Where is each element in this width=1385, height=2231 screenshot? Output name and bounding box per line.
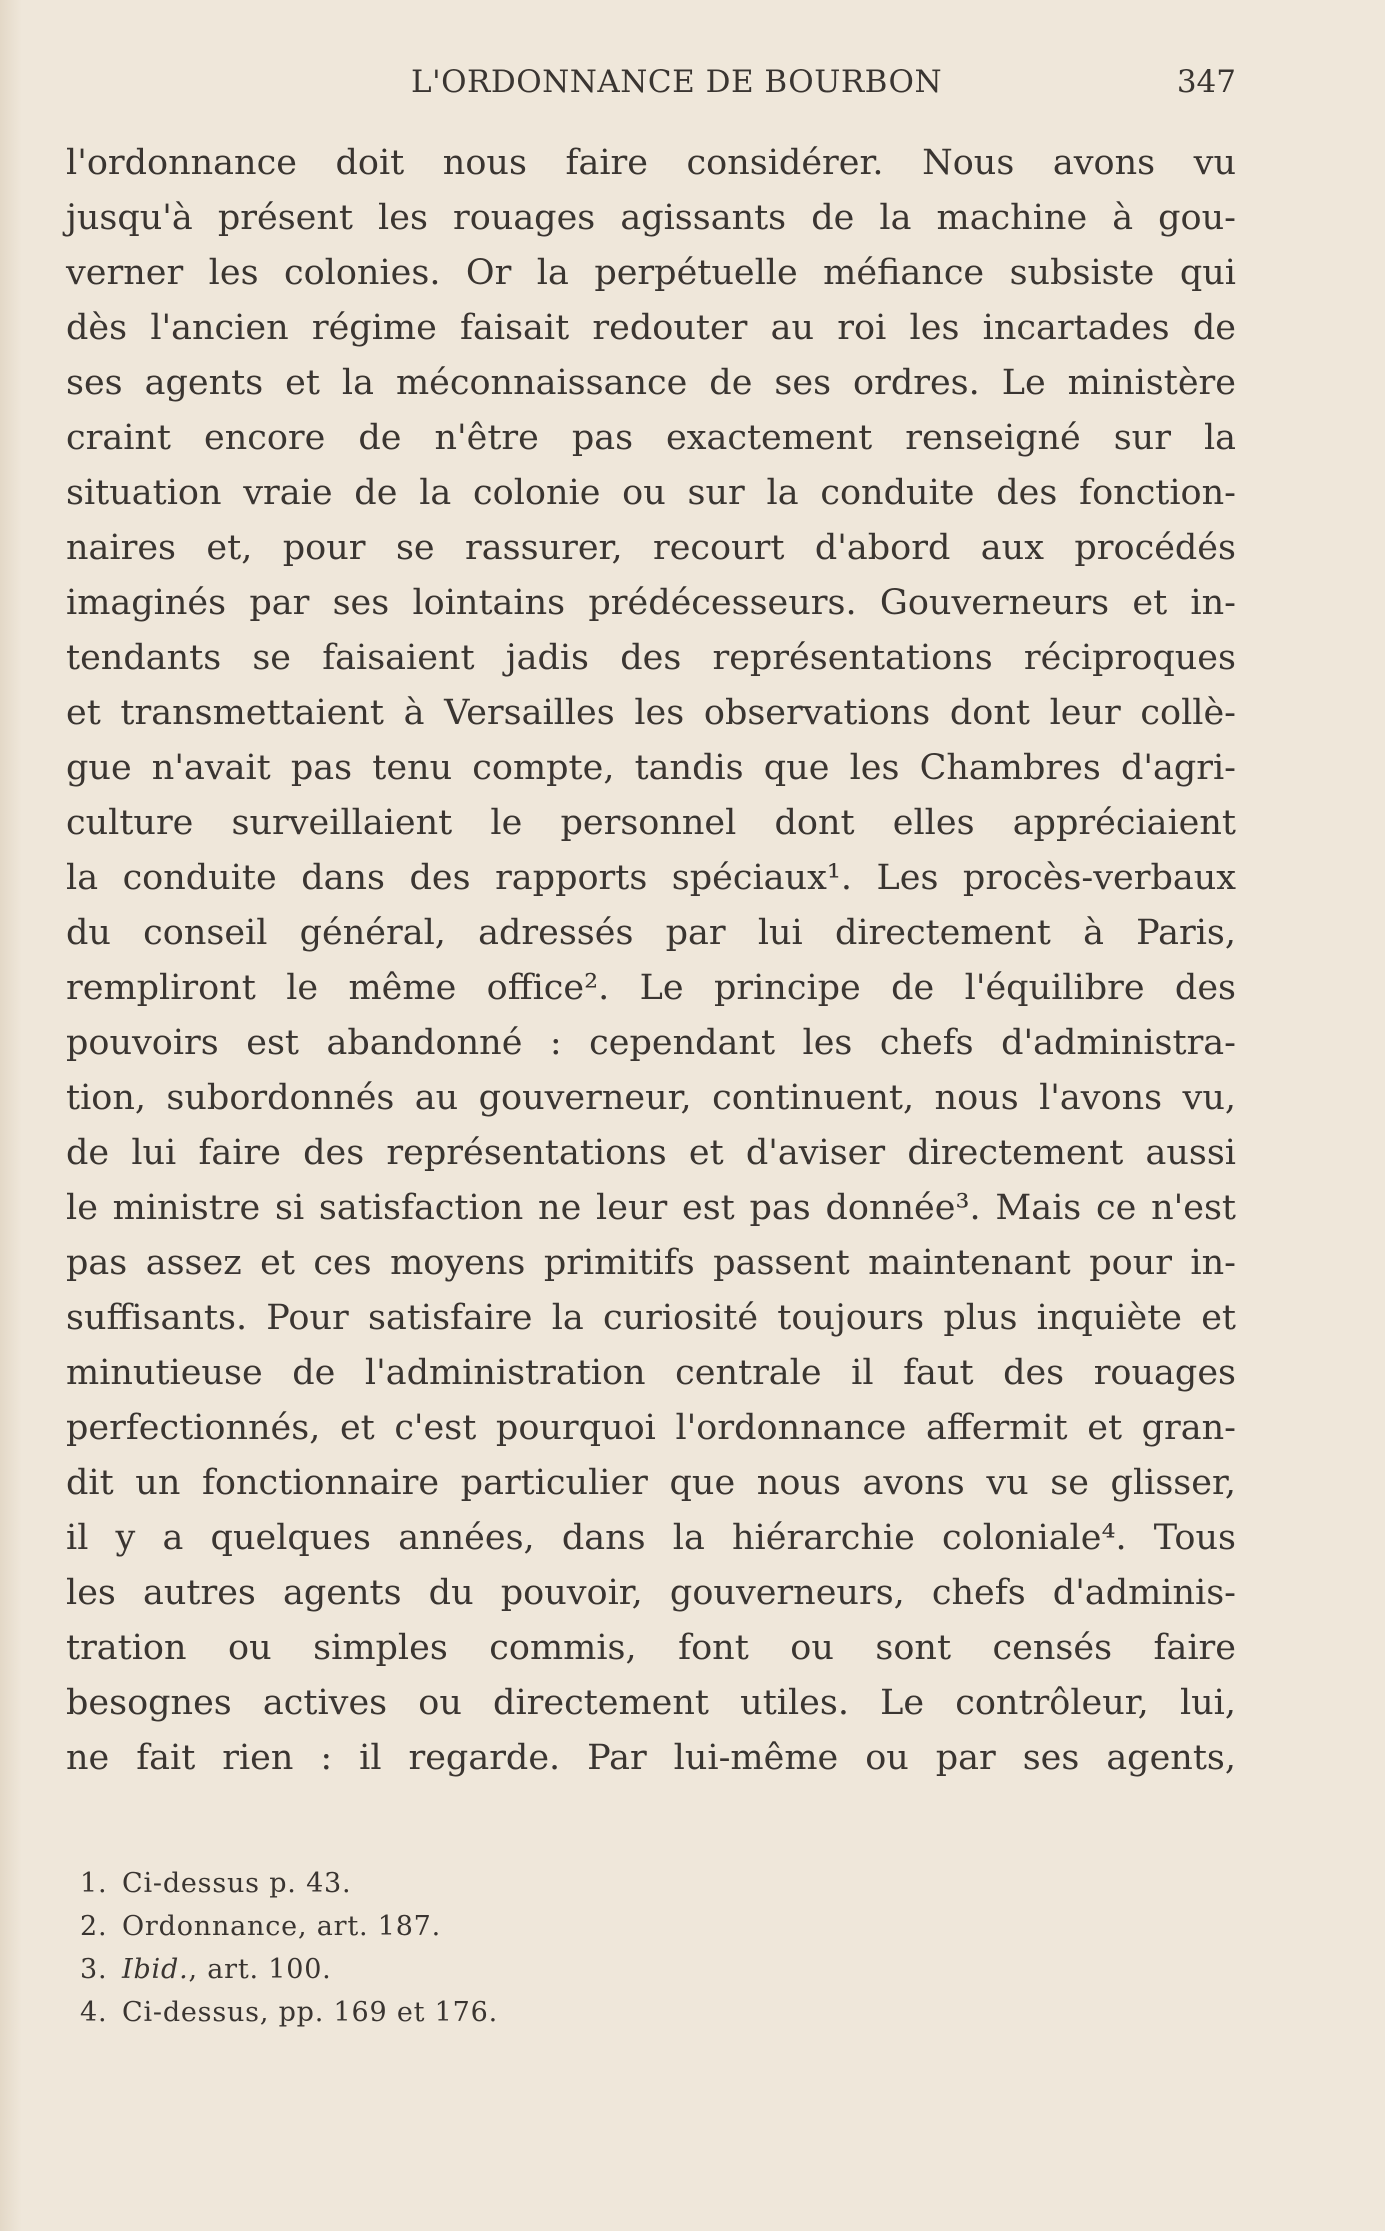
text-line: perfectionnés, et c'est pourquoi l'ordonnance affermit et gran- (66, 1408, 1236, 1448)
running-title: L'ORDONNANCE DE BOURBON (411, 64, 943, 100)
footnote (80, 1905, 880, 1948)
page-gutter-shadow (0, 0, 22, 2231)
text-line: craint encore de n'être pas exactement renseigné sur la (66, 418, 1236, 458)
text-line: pouvoirs est abandonné : cependant les chefs d'administra- (66, 1023, 1236, 1063)
footnote-number: 3. (80, 1954, 108, 1985)
footnote-text: Ordonnance, art. 187. (122, 1911, 442, 1942)
text-line: minutieuse de l'administration centrale il faut des rouages (66, 1353, 1236, 1393)
footnote-number: 1. (80, 1868, 108, 1899)
footnote (80, 1991, 880, 2034)
footnotes (80, 1862, 880, 2034)
text-line: de lui faire des représentations et d'aviser directement aussi (66, 1133, 1236, 1173)
footnote-text: Ci-dessus, pp. 169 et 176. (122, 1997, 498, 2028)
footnote-text: , art. 100. (188, 1954, 332, 1985)
footnote-number: 4. (80, 1997, 108, 2028)
text-line: le ministre si satisfaction ne leur est pas donnée³. Mais ce n'est (66, 1188, 1236, 1228)
text-line: l'ordonnance doit nous faire considérer. Nous avons vu (66, 143, 1236, 183)
text-line: culture surveillaient le personnel dont elles appréciaient (66, 803, 1236, 843)
text-line: verner les colonies. Or la perpétuelle méfiance subsiste qui (66, 253, 1236, 293)
text-line: du conseil général, adressés par lui directement à Paris, (66, 913, 1236, 953)
text-line: suffisants. Pour satisfaire la curiosité toujours plus inquiète et (66, 1298, 1236, 1338)
text-line: les autres agents du pouvoir, gouverneurs, chefs d'adminis- (66, 1573, 1236, 1613)
text-line: naires et, pour se rassurer, recourt d'abord aux procédés (66, 528, 1236, 568)
text-line: gue n'avait pas tenu compte, tandis que les Chambres d'agri- (66, 748, 1236, 788)
text-line: situation vraie de la colonie ou sur la conduite des fonction- (66, 473, 1236, 513)
text-line: la conduite dans des rapports spéciaux¹. Les procès-verbaux (66, 858, 1236, 898)
footnote-text: Ci-dessus p. 43. (122, 1868, 352, 1899)
text-line: tion, subordonnés au gouverneur, continuent, nous l'avons vu, (66, 1078, 1236, 1118)
footnote-text-wrapper (122, 1954, 332, 1985)
text-line: rempliront le même office². Le principe de l'équilibre des (66, 968, 1236, 1008)
text-line: ne fait rien : il regarde. Par lui-même ou par ses agents, (66, 1738, 1236, 1778)
footnote-italic-text: Ibid. (122, 1954, 189, 1985)
body-text (66, 136, 1236, 1786)
text-line: tration ou simples commis, font ou sont censés faire (66, 1628, 1236, 1668)
text-line: imaginés par ses lointains prédécesseurs. Gouverneurs et in- (66, 583, 1236, 623)
footnote (80, 1862, 880, 1905)
text-line: dès l'ancien régime faisait redouter au roi les incartades de (66, 308, 1236, 348)
page-header (66, 64, 1236, 114)
footnote-number: 2. (80, 1911, 108, 1942)
text-line: besognes actives ou directement utiles. Le contrôleur, lui, (66, 1683, 1236, 1723)
text-line: ses agents et la méconnaissance de ses ordres. Le ministère (66, 363, 1236, 403)
text-line: et transmettaient à Versailles les observations dont leur collè- (66, 693, 1236, 733)
page-number: 347 (1176, 64, 1236, 100)
text-line: tendants se faisaient jadis des représentations réciproques (66, 638, 1236, 678)
text-line: dit un fonctionnaire particulier que nous avons vu se glisser, (66, 1463, 1236, 1503)
footnote (80, 1948, 880, 1991)
text-line: jusqu'à présent les rouages agissants de la machine à gou- (66, 198, 1236, 238)
text-line: il y a quelques années, dans la hiérarchie coloniale⁴. Tous (66, 1518, 1236, 1558)
text-line: pas assez et ces moyens primitifs passent maintenant pour in- (66, 1243, 1236, 1283)
